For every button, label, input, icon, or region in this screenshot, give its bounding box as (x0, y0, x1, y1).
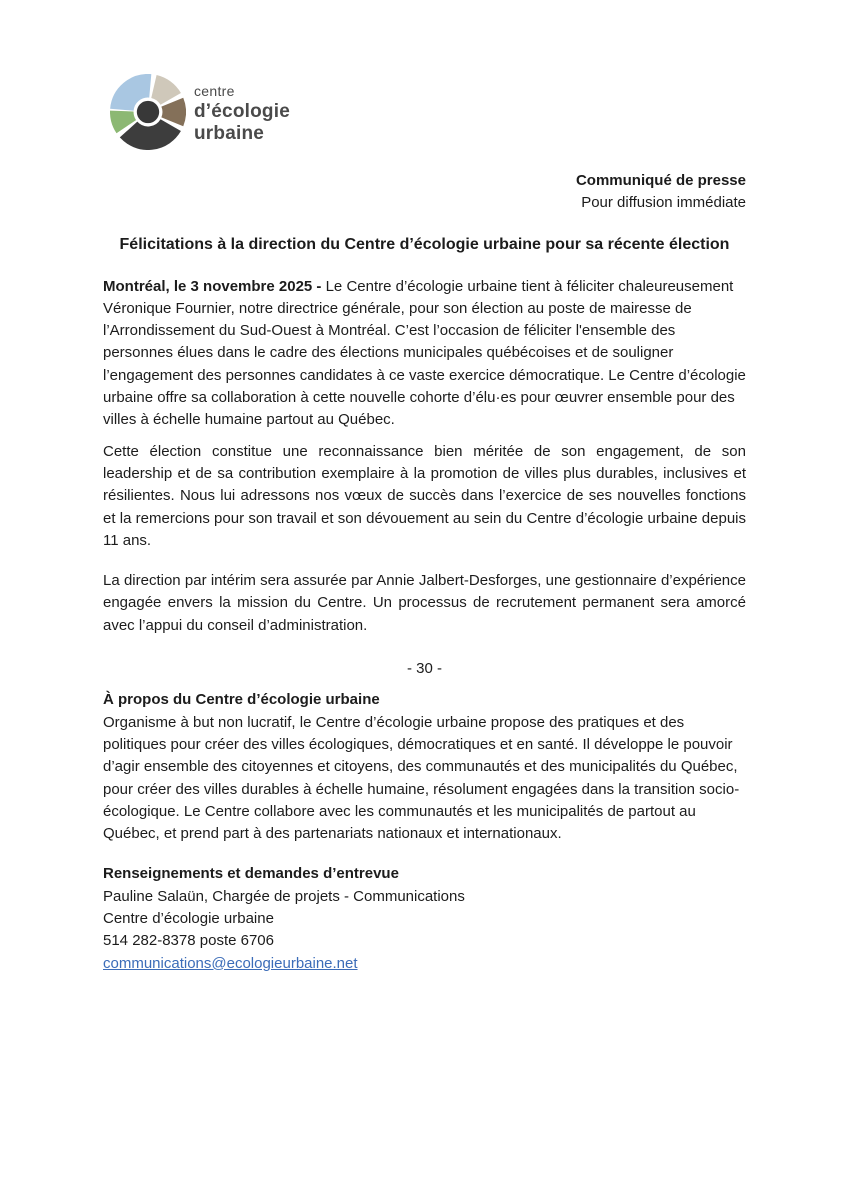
logo-segment-beige (154, 86, 171, 98)
document-body (103, 170, 746, 975)
logo-word-urbaine: urbaine (194, 123, 265, 144)
dateline: Montréal, le 3 novembre 2025 - (103, 277, 326, 295)
logo-word-ecologie: d’écologie (194, 101, 290, 122)
end-of-release-mark: - 30 - (406, 660, 442, 678)
logo-center-dot (137, 101, 159, 123)
logo-wordmark (194, 84, 290, 143)
about-heading: À propos du Centre d’écologie urbaine (103, 691, 380, 709)
release-diffusion-label: Pour diffusion immédiate (581, 194, 746, 212)
contact-heading: Renseignements et demandes d’entrevue (103, 865, 399, 883)
logo-word-centre: centre (194, 83, 235, 99)
paragraph-interim-direction: La direction par intérim sera assurée par Annie Jalbert-Desforges, une gestionnaire d’expérience engagée envers la mission du Centre. Un processus de recrutement permanent sera amorcé avec l’appui du conseil d’administration. (103, 572, 746, 634)
logo-ring-icon (110, 74, 186, 150)
contact-person: Pauline Salaün, Chargée de projets - Communications (103, 887, 465, 905)
release-type-label: Communiqué de presse (575, 172, 746, 189)
paragraph-recognition: Cette élection constitue une reconnaissance bien méritée de son engagement, de son leadership et de sa contribution exemplaire à la promotion de villes plus durables, inclusives et résilientes. Nous lui adressons nos vœux de succès dans l’exercice de ses nouvelles fonctions et la remercions pour son travail et son dévouement au sein du Centre d’écologie urbaine depuis 11 ans. (103, 442, 746, 549)
logo-segment-brown (172, 102, 174, 122)
contact-organization: Centre d’écologie urbaine (103, 910, 274, 928)
paragraph-announcement-text: Le Centre d’écologie urbaine tient à féliciter chaleureusement Véronique Fournier, notre directrice générale, pour son élection au poste de mairesse de l’Arrondissement du Sud-Ouest à Montréal. C’est l’occasion de féliciter l'ensemble des personnes élues dans le cadre des élections municipales québécoises et de souligner l’engagement des personnes candidates à ce vaste exercice démocratique. Le Centre d’écologie urbaine offre sa collaboration à cette nouvelle cohorte d’élu·es pour œuvrer ensemble pour des villes à échelle humaine partout au Québec. (103, 277, 746, 429)
org-logo (110, 74, 290, 150)
contact-email-line (103, 953, 746, 975)
contact-phone: 514 282-8378 poste 6706 (103, 932, 274, 950)
logo-segment-dark (129, 125, 171, 138)
logo-segment-green (122, 111, 126, 127)
page-title: Félicitations à la direction du Centre d’écologie urbaine pour sa récente élection (119, 235, 730, 253)
paragraph-announcement (103, 276, 746, 432)
release-type-block (103, 170, 746, 215)
contact-email-link[interactable]: communications@ecologieurbaine.net (103, 954, 358, 972)
about-text: Organisme à but non lucratif, le Centre d’écologie urbaine propose des pratiques et des politiques pour créer des villes écologiques, démocratiques et en santé. Il développe le pouvoir d’agir ensemble des citoyennes et citoyens, des communautés et des municipalités du Québec, pour créer des villes durables à échelle humaine, résolument engagées dans la transition socio-écologique. Le Centre collabore avec les communautés et les municipalités de partout au Québec, et prend part à des partenariats nationaux et internationaux. (103, 713, 740, 843)
